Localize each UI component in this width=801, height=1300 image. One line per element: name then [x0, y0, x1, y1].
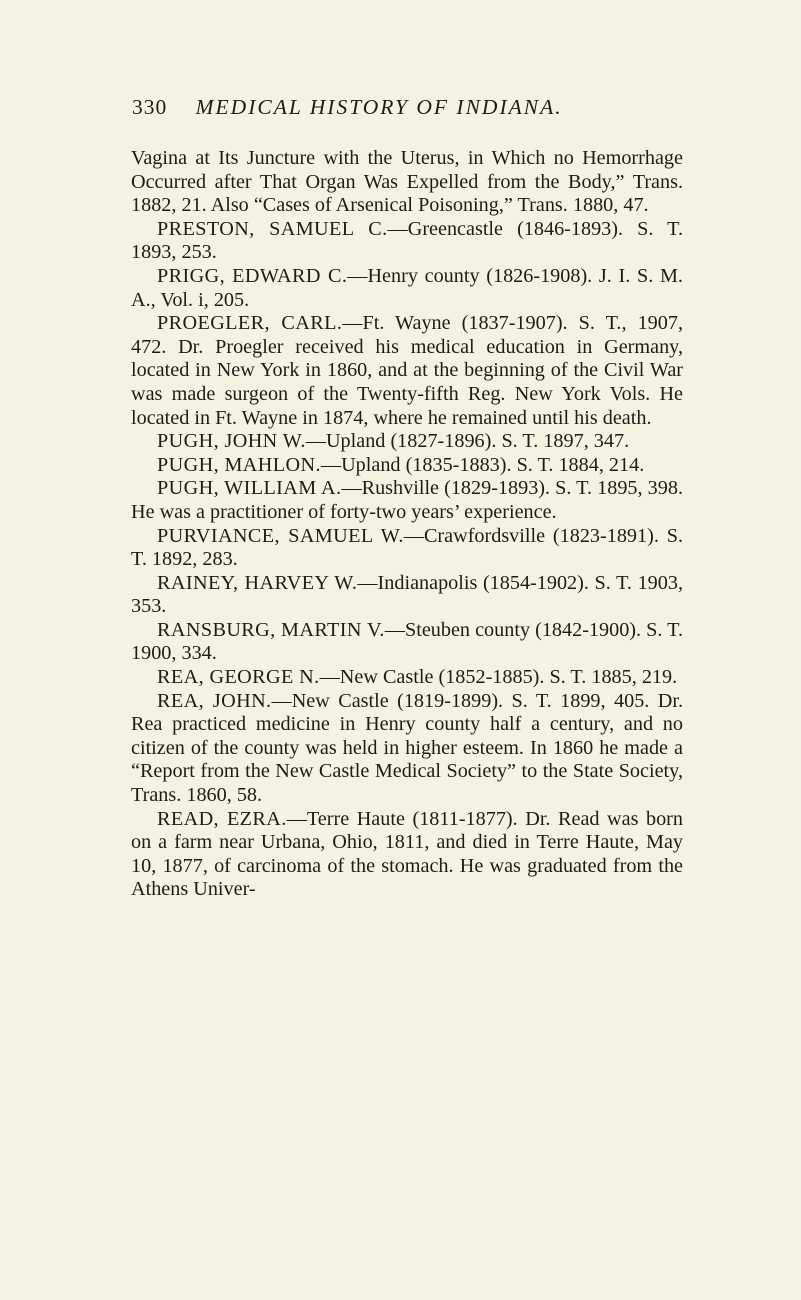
entry-pugh-william [131, 477, 683, 524]
entry-proegler-carl [131, 312, 683, 430]
entry-name: PUGH, MAHLON. [157, 453, 321, 476]
paragraph-continuation [131, 147, 683, 218]
running-title: MEDICAL HISTORY OF INDIANA. [195, 95, 563, 119]
entry-read-ezra [131, 808, 683, 902]
entry-text: —Henry county (1826-1908). J. I. S. M. A., Vol. i, 205. [131, 264, 683, 311]
entry-text: —New Castle (1852-1885). S. T. 1885, 219. [319, 666, 678, 689]
entry-text: —New Castle (1819-1899). S. T. 1899, 405. Dr. Rea practiced medicine in Henry county half a century, and no citizen of the county was held in higher esteem. In 1860 he made a “Report from the New Castle Medical Society” to the State Society, Trans. 1860, 58. [131, 689, 683, 807]
entry-text: —Indianapolis (1854-1902). S. T. 1903, 353. [131, 571, 683, 618]
entry-name: PROEGLER, CARL. [157, 312, 343, 335]
entry-name: REA, GEORGE N. [157, 666, 320, 689]
entry-rainey-harvey [131, 572, 683, 619]
entry-rea-john [131, 690, 683, 808]
entry-pugh-john [131, 430, 683, 454]
page-header [132, 95, 692, 125]
entry-purviance-samuel [131, 525, 683, 572]
entry-pugh-mahlon [131, 454, 683, 478]
entry-name: REA, JOHN. [157, 689, 272, 712]
paragraph-text: Vagina at Its Juncture with the Uterus, in Which no Hemorrhage Occurred after That Organ Was Expelled from the Body,” Trans. 1882, 21. Also “Cases of Arsenical Poisoning,” Trans. 1880, 47. [131, 147, 683, 217]
entry-text: —Steuben county (1842-1900). S. T. 1900, 334. [131, 618, 683, 665]
entry-name: PRIGG, EDWARD C. [157, 264, 348, 287]
entry-name: RAINEY, HARVEY W. [157, 571, 358, 594]
entry-prigg-edward [131, 265, 683, 312]
entry-name: PRESTON, SAMUEL C. [157, 217, 388, 240]
entry-name: PUGH, WILLIAM A. [157, 477, 342, 500]
entry-rea-george [131, 666, 683, 690]
entry-text: —Rushville (1829-1893). S. T. 1895, 398. He was a practitioner of forty-two years’ experience. [131, 477, 683, 523]
entry-text: —Terre Haute (1811-1877). Dr. Read was born on a farm near Urbana, Ohio, 1811, and died in Terre Haute, May 10, 1877, of carcinoma of the stomach. He was graduated from the Athens Univer- [131, 807, 683, 901]
entry-name: PUGH, JOHN W. [157, 430, 306, 453]
entry-name: PURVIANCE, SAMUEL W. [157, 524, 404, 547]
entry-ransburg-martin [131, 619, 683, 666]
page-number: 330 [132, 95, 168, 119]
entry-name: RANSBURG, MARTIN V. [157, 618, 385, 641]
body-text [131, 147, 683, 902]
entry-preston-samuel [131, 218, 683, 265]
entry-text: —Greencastle (1846-1893). S. T. 1893, 253. [131, 217, 683, 264]
entry-text: —Upland (1835-1883). S. T. 1884, 214. [320, 453, 645, 476]
entry-text: —Upland (1827-1896). S. T. 1897, 347. [305, 430, 630, 453]
entry-text: —Ft. Wayne (1837-1907). S. T., 1907, 472. Dr. Proegler received his medical education in Germany, located in New York in 1860, and at the beginning of the Civil War was made surgeon of the Twenty-fifth Reg. New York Vols. He located in Ft. Wayne in 1874, where he remained until his death. [131, 312, 683, 429]
entry-text: —Crawfordsville (1823-1891). S. T. 1892, 283. [131, 524, 683, 571]
entry-name: READ, EZRA. [157, 807, 287, 830]
